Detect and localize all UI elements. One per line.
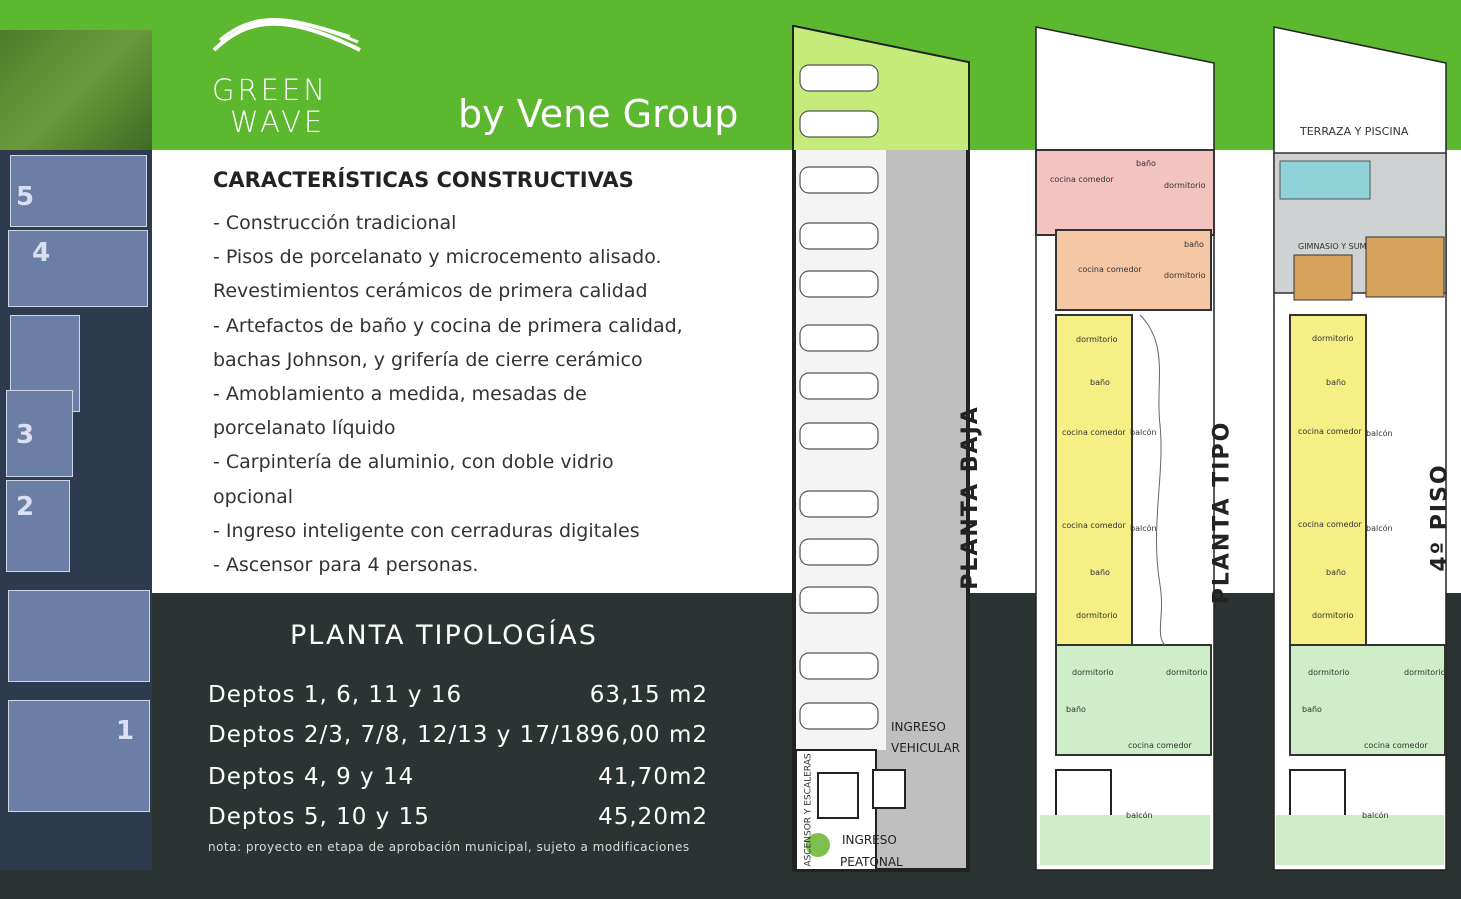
room-label: dormitorio: [1076, 335, 1118, 344]
room-label: dormitorio: [1312, 334, 1354, 343]
room-label: balcón: [1366, 524, 1393, 533]
room-label: dormitorio: [1164, 271, 1206, 280]
feature-line: - Ascensor para 4 personas.: [213, 554, 479, 577]
fourth-floor-title: 4º PISO: [1427, 463, 1453, 572]
fourth-floor-plan: [1268, 25, 1453, 875]
brand-name: [212, 74, 328, 138]
plan-label: PEATONAL: [840, 855, 903, 869]
floor-number-3: 3: [16, 420, 35, 450]
feature-line: - Carpintería de aluminio, con doble vidrio: [213, 451, 614, 474]
typical-floor-plan: [1030, 25, 1235, 875]
room-label: cocina comedor: [1364, 741, 1428, 750]
room-label: cocina comedor: [1062, 521, 1126, 530]
plan-label: ASCENSOR Y ESCALERAS: [803, 753, 814, 867]
disclaimer-note: nota: proyecto en etapa de aprobación municipal, sujeto a modificaciones: [208, 840, 690, 854]
ground-floor-title: PLANTA BAJA: [957, 405, 983, 590]
room-label: dormitorio: [1166, 668, 1208, 677]
features-title: CARACTERÍSTICAS CONSTRUCTIVAS: [213, 168, 634, 192]
brand-name-line1: GREEN: [212, 73, 328, 107]
render-unit: [8, 230, 148, 307]
plan-label: INGRESO: [891, 720, 946, 734]
room-label: balcón: [1366, 429, 1393, 438]
room-label: cocina comedor: [1078, 265, 1142, 274]
feature-line: bachas Johnson, y grifería de cierre cerámico: [213, 348, 643, 371]
room-label: baño: [1326, 378, 1346, 387]
room-label: dormitorio: [1076, 611, 1118, 620]
room-label: GIMNASIO Y SUM: [1298, 242, 1367, 251]
feature-line: - Ingreso inteligente con cerraduras digitales: [213, 519, 640, 542]
ground-floor-plan: [788, 25, 983, 875]
room-label: cocina comedor: [1298, 520, 1362, 529]
feature-line: porcelanato líquido: [213, 417, 396, 440]
typologies-title: PLANTA TIPOLOGÍAS: [290, 620, 598, 651]
typology-area: 96,00 m2: [589, 722, 708, 748]
typology-name: Deptos 1, 6, 11 y 16: [208, 682, 463, 708]
feature-line: - Construcción tradicional: [213, 212, 457, 234]
room-label: baño: [1090, 568, 1110, 577]
typology-name: Deptos 4, 9 y 14: [208, 764, 415, 790]
building-render-image: [0, 30, 152, 870]
render-lawn: [0, 30, 152, 150]
brand-name-line2: WAVE: [230, 105, 326, 139]
room-label: baño: [1066, 705, 1086, 714]
room-label: baño: [1302, 705, 1322, 714]
room-label: baño: [1090, 378, 1110, 387]
room-label: cocina comedor: [1298, 427, 1362, 436]
typology-name: Deptos 2/3, 7/8, 12/13 y 17/18: [208, 722, 591, 748]
room-label: baño: [1136, 159, 1156, 168]
room-label: balcón: [1130, 524, 1157, 533]
room-label: dormitorio: [1404, 668, 1446, 677]
render-unit: [8, 590, 150, 682]
typology-name: Deptos 5, 10 y 15: [208, 804, 430, 830]
room-label: baño: [1326, 568, 1346, 577]
feature-line: opcional: [213, 485, 293, 508]
floor-number-1: 1: [116, 716, 135, 746]
floor-number-5: 5: [16, 182, 35, 212]
floor-number-4: 4: [32, 238, 51, 268]
room-label: balcón: [1126, 811, 1153, 820]
feature-line: Revestimientos cerámicos de primera calidad: [213, 280, 648, 303]
room-label: balcón: [1362, 811, 1389, 820]
typology-area: 63,15 m2: [589, 682, 708, 708]
room-label: cocina comedor: [1128, 741, 1192, 750]
byline: by Vene Group: [458, 92, 739, 136]
floor-number-2: 2: [16, 492, 35, 522]
typical-floor-title: PLANTA TIPO: [1209, 420, 1235, 605]
room-label: baño: [1184, 240, 1204, 249]
room-label: balcón: [1130, 428, 1157, 437]
typology-area: 41,70m2: [598, 764, 708, 790]
room-label: cocina comedor: [1050, 175, 1114, 184]
plan-label: VEHICULAR: [891, 741, 961, 755]
features-list: [213, 206, 773, 582]
plan-label: INGRESO: [842, 833, 897, 847]
room-label: dormitorio: [1312, 611, 1354, 620]
room-label: TERRAZA Y PISCINA: [1300, 125, 1409, 138]
room-label: dormitorio: [1072, 668, 1114, 677]
feature-line: - Amoblamiento a medida, mesadas de: [213, 383, 587, 406]
room-label: dormitorio: [1308, 668, 1350, 677]
room-label: dormitorio: [1164, 181, 1206, 190]
feature-line: - Pisos de porcelanato y microcemento alisado.: [213, 246, 662, 269]
feature-line: - Artefactos de baño y cocina de primera calidad,: [213, 314, 683, 337]
room-label: cocina comedor: [1062, 428, 1126, 437]
typology-area: 45,20m2: [598, 804, 708, 830]
